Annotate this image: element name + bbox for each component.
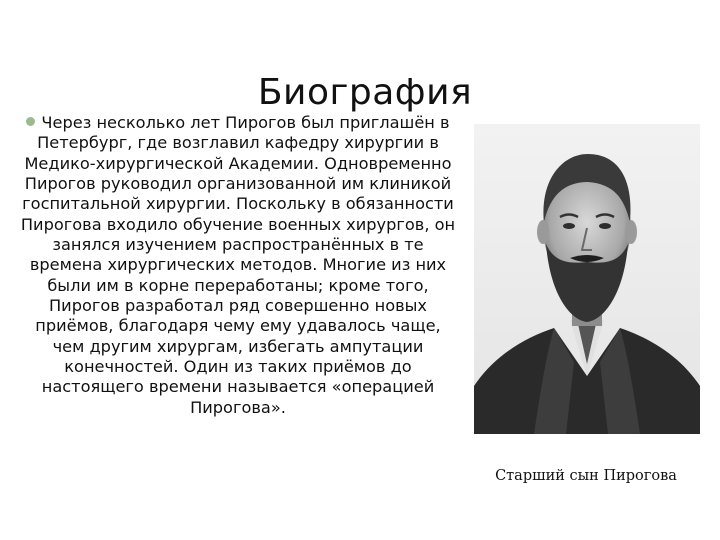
portrait-caption: Старший сын Пирогова (495, 468, 677, 484)
biography-text: Через несколько лет Пирогов был приглашён в Петербург, где возглавил кафедру хирургии в Медико-хирургической Академии. Одновременно Пирогов руководил организованной им клиникой госпитальной хирургии. Поскольку в обязанности Пирогова входило обучение военных хирургов, он занялся изучением распространённых в те времена хирургических методов. Многие из них были им в корне переработаны; кроме того, Пирогов разработал ряд совершенно новых приёмов, благодаря чему ему удавалось чаще, чем другим хирургам, избегать ампутации конечностей. Один из таких приёмов до настоящего времени называется «операцией Пирогова». (20, 113, 456, 417)
slide-title: Биография (257, 72, 473, 114)
bullet-icon (26, 117, 35, 126)
portrait-photo (474, 124, 700, 434)
biography-paragraph (20, 113, 456, 418)
